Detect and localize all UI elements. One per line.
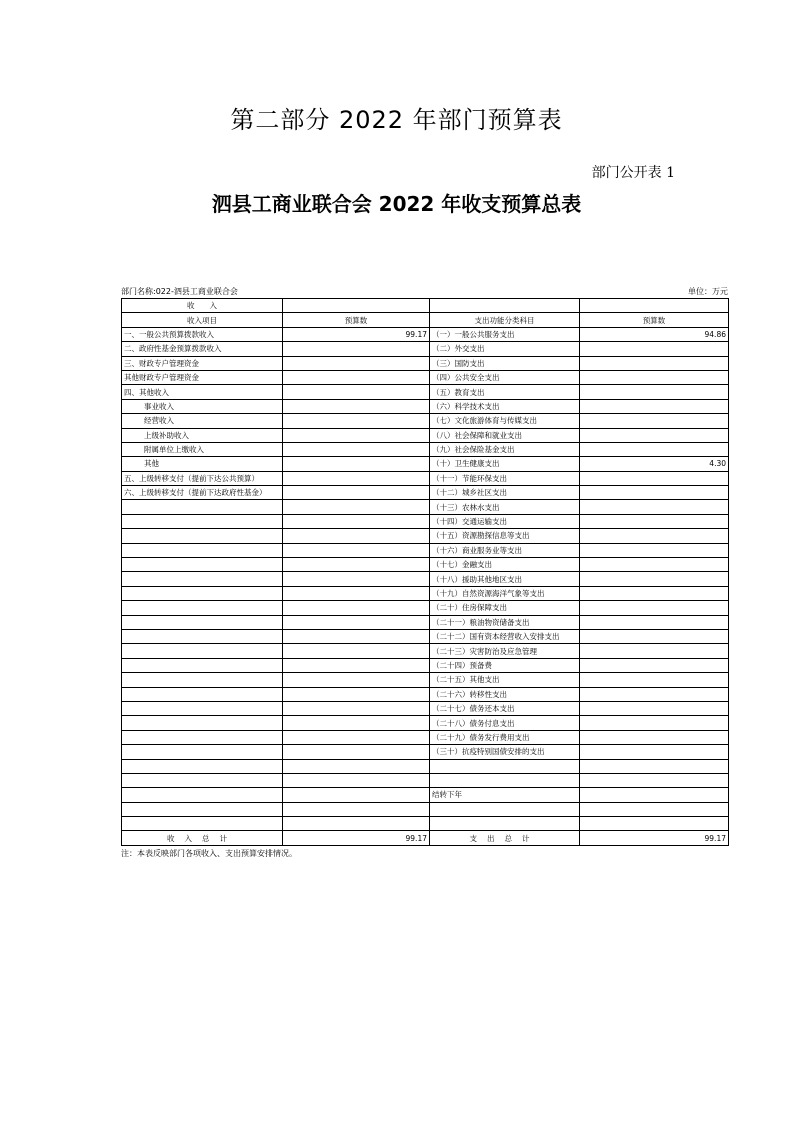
income-item: 三、财政专户管理资金 [122,356,283,370]
table-row [122,327,729,341]
table-row [122,342,729,356]
income-item: 其他财政专户管理资金 [122,370,283,384]
table-row [122,428,729,442]
expense-value [580,558,729,572]
income-item [122,529,283,543]
table-row [122,759,729,773]
income-item [122,558,283,572]
table-header-row [122,299,729,313]
expense-value [580,529,729,543]
expense-value [580,500,729,514]
income-value [283,529,430,543]
expense-value [580,428,729,442]
expense-item: （二十七）债务还本支出 [430,701,580,715]
income-value [283,572,430,586]
expense-item: （三）国防支出 [430,356,580,370]
expense-value [580,716,729,730]
expense-item: （六）科学技术支出 [430,399,580,413]
expense-item: （二十一）粮油物资储备支出 [430,615,580,629]
expense-value: 4.30 [580,457,729,471]
income-item [122,687,283,701]
expense-value [580,471,729,485]
expense-item [430,802,580,816]
expense-item: （十七）金融支出 [430,558,580,572]
doc-label: 部门公开表 1 [591,165,675,181]
expense-value: 94.86 [580,327,729,341]
column-header-row [122,313,729,327]
table-row [122,514,729,528]
income-value [283,730,430,744]
table-row [122,802,729,816]
income-item [122,601,283,615]
income-item: 经营收入 [122,414,283,428]
table-row [122,817,729,831]
expense-value [580,687,729,701]
income-item [122,629,283,643]
income-value [283,385,430,399]
income-value [283,558,430,572]
expense-value [580,745,729,759]
income-item: 二、政府性基金预算拨款收入 [122,342,283,356]
income-value [283,471,430,485]
income-value: 99.17 [283,327,430,341]
expense-value [580,759,729,773]
income-value [283,701,430,715]
expense-value [580,629,729,643]
table-row [122,586,729,600]
expense-item: （十三）农林水支出 [430,500,580,514]
expense-value [580,615,729,629]
expense-value [580,586,729,600]
expense-item: （二十九）债务发行费用支出 [430,730,580,744]
expense-item: （五）教育支出 [430,385,580,399]
expense-value [580,601,729,615]
expense-item [430,817,580,831]
expense-value [580,817,729,831]
income-item [122,586,283,600]
unit-label: 单位：万元 [688,287,728,296]
income-item: 事业收入 [122,399,283,413]
table-row [122,414,729,428]
income-value [283,615,430,629]
income-value [283,658,430,672]
income-value [283,543,430,557]
income-header: 收 入 [122,299,283,313]
expense-item: 结转下年 [430,788,580,802]
col-income-item: 收入项目 [122,313,283,327]
income-value [283,370,430,384]
income-value [283,745,430,759]
expense-value [580,773,729,787]
total-row [122,831,729,845]
expense-value [580,543,729,557]
expense-value [580,644,729,658]
expense-item: （十四）交通运输支出 [430,514,580,528]
dept-line [121,286,728,298]
income-value [283,759,430,773]
table-row [122,629,729,643]
expense-item [430,759,580,773]
table-row [122,701,729,715]
expense-item: （三十）抗疫特别国债安排的支出 [430,745,580,759]
income-item [122,658,283,672]
expense-item: （七）文化旅游体育与传媒支出 [430,414,580,428]
income-item [122,543,283,557]
income-value [283,500,430,514]
budget-table [121,298,729,846]
expense-item: （二十六）转移性支出 [430,687,580,701]
table-row [122,773,729,787]
income-item: 六、上级转移支付（提前下达政府性基金） [122,486,283,500]
table-row [122,457,729,471]
expense-item: （十）卫生健康支出 [430,457,580,471]
expense-item: （十八）援助其他地区支出 [430,572,580,586]
table-row [122,615,729,629]
income-item [122,673,283,687]
expense-item: （二十四）预备费 [430,658,580,672]
table-row [122,370,729,384]
income-value [283,788,430,802]
total-expense-label: 支出总计 [430,831,580,845]
expense-item: （二十五）其他支出 [430,673,580,687]
table-row [122,442,729,456]
income-item [122,788,283,802]
table-row [122,486,729,500]
income-item [122,514,283,528]
expense-item: （一）一般公共服务支出 [430,327,580,341]
income-item: 五、上级转移支付（提前下达公共预算） [122,471,283,485]
income-value [283,687,430,701]
income-item: 一、一般公共预算拨款收入 [122,327,283,341]
income-value [283,414,430,428]
expense-value [580,788,729,802]
col-budget-2: 预算数 [580,313,729,327]
income-item [122,802,283,816]
expense-value [580,514,729,528]
income-item [122,701,283,715]
table-row [122,601,729,615]
expense-value [580,802,729,816]
expense-value [580,399,729,413]
income-value [283,586,430,600]
expense-item: （十一）节能环保支出 [430,471,580,485]
table-row [122,673,729,687]
expense-value [580,658,729,672]
total-expense-value: 99.17 [580,831,729,845]
table-row [122,356,729,370]
income-value [283,342,430,356]
footnote: 注：本表反映部门各项收入、支出预算安排情况。 [121,849,297,858]
table-row [122,558,729,572]
expense-item: （十九）自然资源海洋气象等支出 [430,586,580,600]
income-item: 四、其他收入 [122,385,283,399]
income-value [283,399,430,413]
expense-item: （四）公共安全支出 [430,370,580,384]
table-row [122,730,729,744]
income-value [283,644,430,658]
income-value [283,817,430,831]
expense-value [580,730,729,744]
table-row [122,385,729,399]
col-expense-item: 支出功能分类科目 [430,313,580,327]
expense-value [580,356,729,370]
page-title: 第二部分 2022 年部门预算表 [230,106,563,134]
total-income-label: 收入总计 [122,831,283,845]
income-value [283,514,430,528]
expense-item: （二十三）灾害防治及应急管理 [430,644,580,658]
table-row [122,644,729,658]
income-item [122,745,283,759]
income-value [283,802,430,816]
income-item [122,759,283,773]
expense-value [580,572,729,586]
expense-item: （二十）住房保障支出 [430,601,580,615]
income-item [122,572,283,586]
income-item [122,773,283,787]
income-item: 其他 [122,457,283,471]
expense-item: （九）社会保险基金支出 [430,442,580,456]
income-item: 上级补助收入 [122,428,283,442]
expense-value [580,385,729,399]
expense-item: （二十二）国有资本经营收入安排支出 [430,629,580,643]
income-value [283,457,430,471]
table-row [122,399,729,413]
income-value [283,356,430,370]
table-row [122,529,729,543]
income-item [122,817,283,831]
expense-value [580,414,729,428]
expense-item [430,773,580,787]
expense-value [580,486,729,500]
expense-item: （二）外交支出 [430,342,580,356]
expense-item: （十二）城乡社区支出 [430,486,580,500]
expense-item: （十五）资源勘探信息等支出 [430,529,580,543]
income-value [283,716,430,730]
income-item [122,615,283,629]
expense-value [580,442,729,456]
expense-item: （二十八）债务付息支出 [430,716,580,730]
income-item [122,500,283,514]
table-row [122,716,729,730]
dept-name: 部门名称:022-泗县工商业联合会 [121,287,238,296]
expense-value [580,342,729,356]
income-value [283,673,430,687]
expense-item: （十六）商业服务业等支出 [430,543,580,557]
expense-value [580,673,729,687]
expense-value [580,370,729,384]
income-item [122,644,283,658]
table-row [122,745,729,759]
income-value [283,773,430,787]
table-row [122,572,729,586]
expense-value [580,701,729,715]
expense-item: （八）社会保障和就业支出 [430,428,580,442]
table-row [122,788,729,802]
income-value [283,629,430,643]
income-item: 附属单位上缴收入 [122,442,283,456]
income-item [122,730,283,744]
table-row [122,687,729,701]
income-value [283,428,430,442]
col-budget-1: 预算数 [283,313,430,327]
total-income-value: 99.17 [283,831,430,845]
table-row [122,500,729,514]
table-row [122,658,729,672]
income-value [283,601,430,615]
income-item [122,716,283,730]
income-value [283,486,430,500]
table-row [122,543,729,557]
income-value [283,442,430,456]
table-title: 泗县工商业联合会 2022 年收支预算总表 [211,192,582,216]
table-row [122,471,729,485]
